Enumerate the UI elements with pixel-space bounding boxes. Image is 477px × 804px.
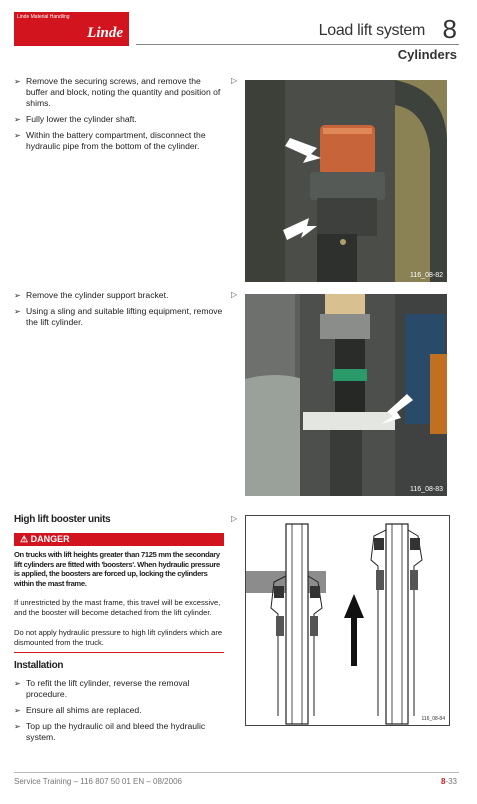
page-number: [441, 777, 457, 786]
figure-ref-icon: ▷: [231, 290, 238, 299]
step-text: Using a sling and suitable lifting equipment, remove the lift cylinder.: [26, 306, 223, 327]
step-text: To refit the lift cylinder, reverse the removal procedure.: [26, 678, 190, 699]
linde-logo: [14, 12, 129, 46]
removal-steps-1: [14, 76, 224, 157]
booster-diagram-drawing: [246, 516, 449, 725]
bullet-arrow-icon: ➢: [14, 679, 21, 688]
installation-steps: [14, 678, 224, 748]
list-item: [14, 130, 224, 152]
list-item: [14, 114, 224, 125]
list-item: [14, 705, 224, 716]
photo-caption: 116_08-83: [410, 486, 443, 493]
bullet-arrow-icon: ➢: [14, 115, 21, 124]
step-text: Remove the securing screws, and remove the buffer and block, noting the quantity and position of shims.: [26, 76, 221, 108]
page-chapter: 8: [440, 777, 446, 786]
bullet-arrow-icon: ➢: [14, 77, 21, 86]
danger-banner: [14, 533, 224, 546]
photo-cylinder-buffer-image: [245, 80, 447, 282]
list-item: [14, 290, 224, 301]
brand-logo-text: Linde: [87, 25, 123, 41]
footer-doc-reference: Service Training – 116 807 50 01 EN – 08/2006: [14, 777, 182, 786]
step-text: Remove the cylinder support bracket.: [26, 290, 169, 300]
step-text: Fully lower the cylinder shaft.: [26, 114, 137, 124]
installation-heading: Installation: [14, 660, 64, 671]
removal-steps-2: [14, 290, 224, 333]
bullet-arrow-icon: ➢: [14, 307, 21, 316]
danger-text: On trucks with lift heights greater than 7125 mm the secondary lift cylinders are fitted with 'boosters'. When hydraulic pressure is applied, the boosters are forced up, locking the cylinders within the mast frame.: [14, 550, 220, 588]
chapter-title: Load lift system: [318, 22, 425, 39]
photo-caption: 116_08-82: [410, 272, 443, 279]
bullet-arrow-icon: ➢: [14, 131, 21, 140]
page-number-value: -33: [445, 777, 457, 786]
danger-label-text: DANGER: [30, 534, 70, 544]
step-text: Within the battery compartment, disconnect the hydraulic pipe from the bottom of the cylinder.: [26, 130, 206, 151]
step-text: Top up the hydraulic oil and bleed the hydraulic system.: [26, 721, 206, 742]
step-text: Ensure all shims are replaced.: [26, 705, 142, 715]
photo-support-bracket: [245, 294, 447, 496]
brand-small-text: Linde Material Handling: [17, 14, 70, 20]
photo-support-bracket-image: [245, 294, 447, 496]
list-item: [14, 721, 224, 743]
photo-cylinder-buffer: [245, 80, 447, 282]
danger-label: [20, 534, 70, 545]
list-item: [14, 76, 224, 109]
footer-divider: [14, 772, 459, 773]
booster-heading: High lift booster units: [14, 514, 111, 525]
figure-ref-icon: ▷: [231, 76, 238, 85]
booster-diagram: [245, 515, 450, 726]
bullet-arrow-icon: ➢: [14, 722, 21, 731]
diagram-caption: 116_08-84: [421, 716, 445, 722]
chapter-number: 8: [442, 14, 457, 44]
figure-ref-icon: ▷: [231, 514, 238, 523]
section-divider: [14, 652, 224, 653]
list-item: [14, 678, 224, 700]
bullet-arrow-icon: ➢: [14, 706, 21, 715]
booster-note-1: If unrestricted by the mast frame, this travel will be excessive, and the booster will become detached from the lift cylinder.: [14, 598, 221, 617]
bullet-arrow-icon: ➢: [14, 291, 21, 300]
warning-triangle-icon: ⚠: [20, 534, 29, 544]
header-divider: [136, 44, 459, 45]
list-item: [14, 306, 224, 328]
booster-note-2: Do not apply hydraulic pressure to high lift cylinders which are dismounted from the truck.: [14, 628, 223, 647]
section-subtitle: Cylinders: [397, 47, 457, 62]
